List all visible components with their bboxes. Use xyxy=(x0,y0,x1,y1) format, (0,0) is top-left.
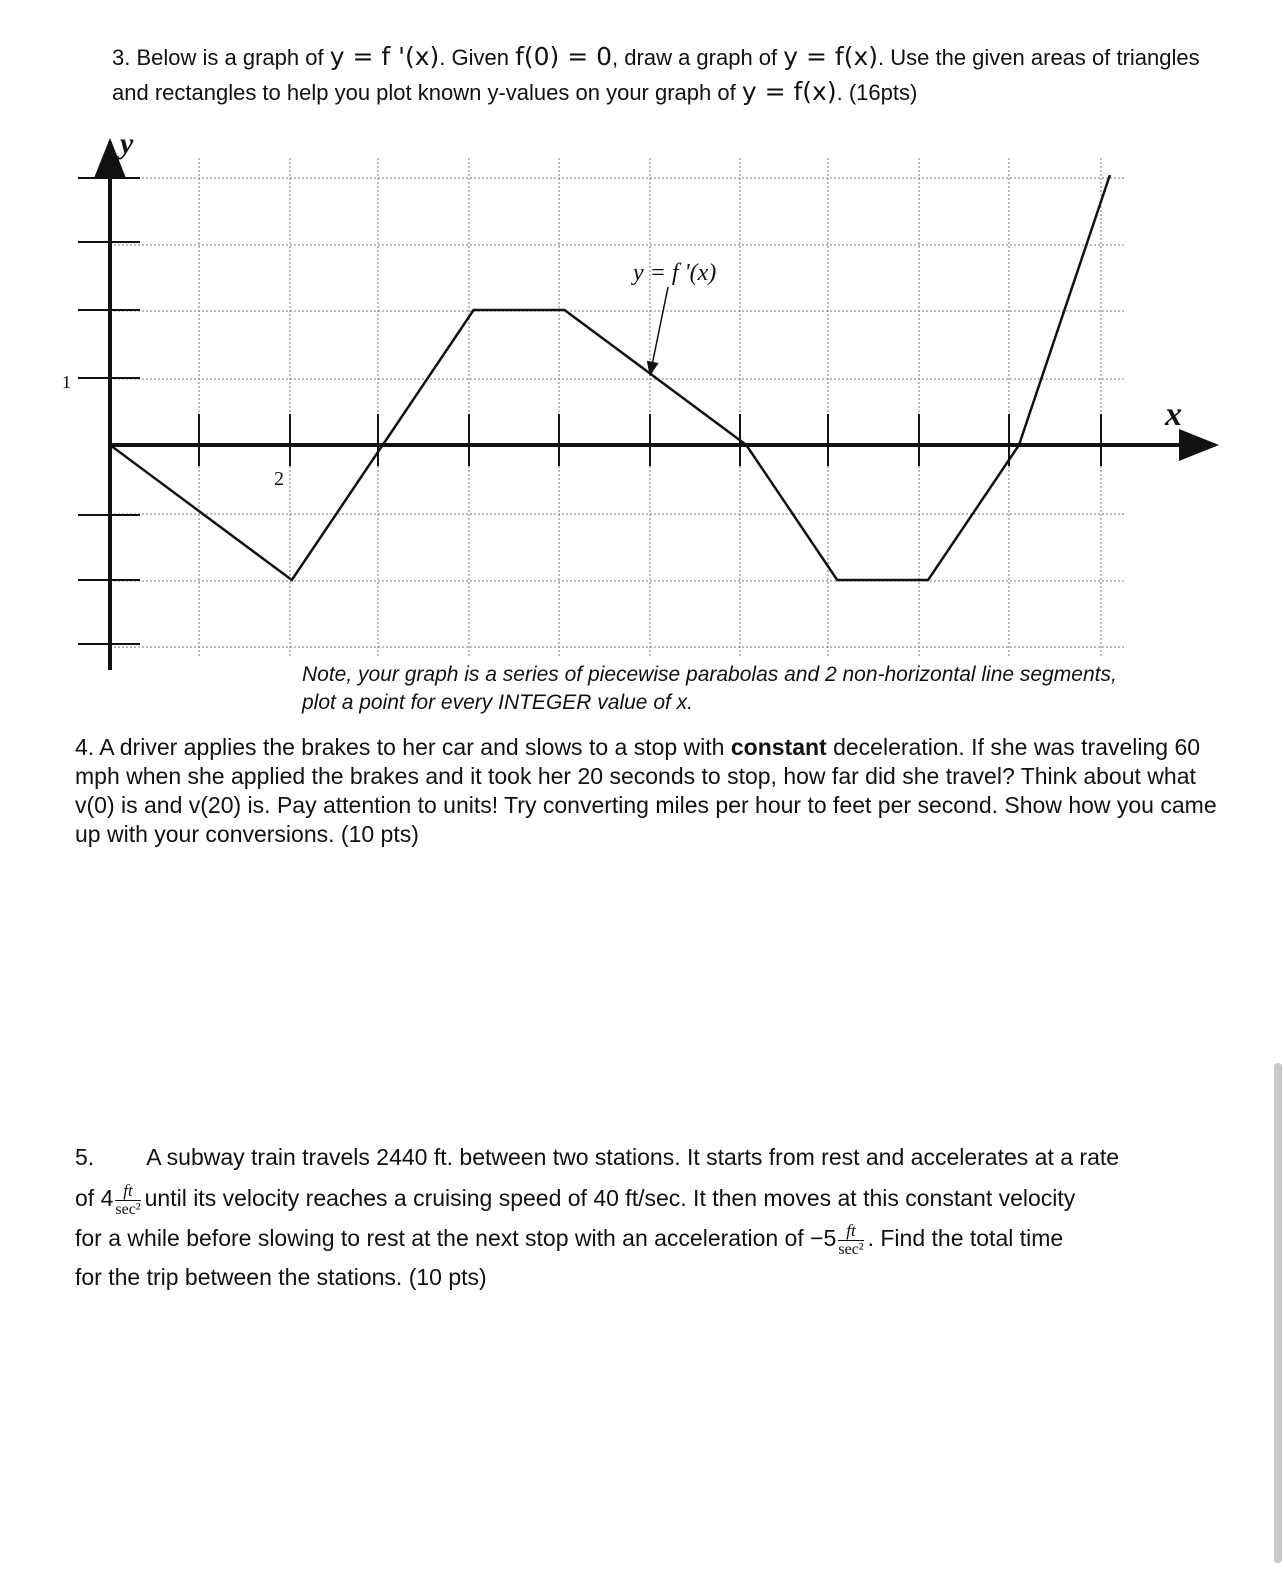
note-line-1: Note, your graph is a series of piecewise parabolas and 2 non-horizontal line segments, xyxy=(302,663,1117,686)
acceleration-value-2: −5 xyxy=(810,1225,837,1252)
y-axis-label: y xyxy=(120,127,134,160)
curve-label: y = f '(x) xyxy=(633,260,717,286)
graph-note xyxy=(302,661,1262,717)
acceleration-unit-1: $\frac{ft}{\text{sec²}}$ xyxy=(115,1181,141,1218)
problem-5-line-2: of 4 $\frac{ft}{\text{sec²}}$ until its velocity reaches a cruising speed of 40 ft/sec. It then moves at this constant velocity xyxy=(75,1181,1076,1218)
derivative-curve xyxy=(110,175,1110,580)
problem-4: 4. A driver applies the brakes to her car and slows to a stop with constant deceleration. If she was traveling 60 mph when she applied the brakes and it took her 20 seconds to stop, how far did she travel? Think about what v(0) is and v(20) is. Pay attention to units! Try converting miles per hour to feet per second. Show how you came up with your conversions. (10 pts) xyxy=(75,734,1217,847)
curve-label-arrow xyxy=(650,287,668,375)
graph-canvas xyxy=(0,120,1284,680)
problem-5-line-3: for a while before slowing to rest at the next stop with an acceleration of −5 $\frac{ft}{\text{sec²}}$ . Find the total time xyxy=(75,1221,1064,1258)
x-tick-label: 2 xyxy=(274,468,284,490)
bold-constant: constant xyxy=(730,734,827,760)
acceleration-unit-2: $\frac{ft}{\text{sec²}}$ xyxy=(838,1221,864,1258)
problem-5 xyxy=(75,1142,1235,1302)
problem-5-line-1: 5. A subway train travels 2440 ft. between two stations. It starts from rest and accelerates at a rate xyxy=(75,1144,1120,1170)
note-line-2: plot a point for every INTEGER value of x. xyxy=(302,691,694,714)
x-axis-label: x xyxy=(1165,396,1182,433)
grid xyxy=(110,158,1125,658)
problem-5-number: 5. xyxy=(75,1144,95,1170)
y-tick-label: 1 xyxy=(62,372,71,392)
problem-3-number: 3. xyxy=(112,45,131,70)
problem-3: 3. Below is a graph of y = f '(x). Given f(0) = 0, draw a graph of y = f(x). Use the given areas of triangles and rectangles to help you plot known y-values on your graph of y = f(x). (16pts) xyxy=(112,42,1200,106)
scrollbar[interactable] xyxy=(1274,1063,1282,1563)
problem-5-line-4: for the trip between the stations. (10 pts) xyxy=(75,1264,487,1290)
derivative-graph xyxy=(0,120,1284,680)
acceleration-value-1: 4 xyxy=(100,1185,114,1212)
x-axis-ticks xyxy=(199,414,1101,466)
